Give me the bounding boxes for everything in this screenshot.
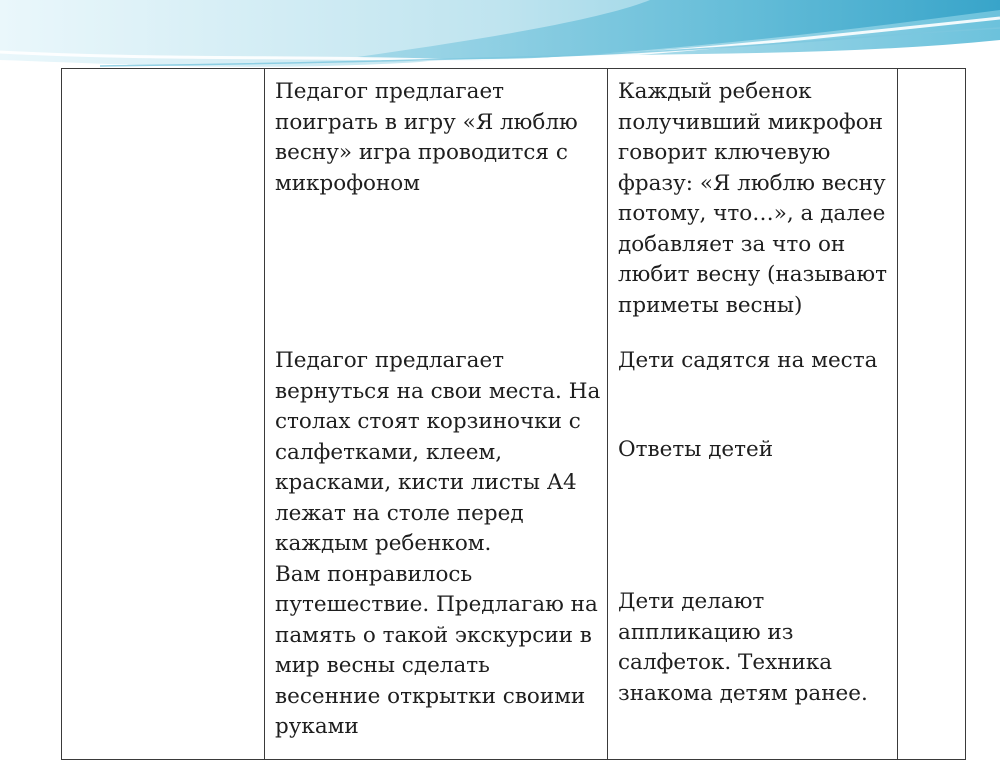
- children-text-game: Каждый ребенок получивший микрофон говорит ключевую фразу: «Я люблю весну потому, что…», а далее добавляет за что он любит весну (называют приметы весны): [618, 79, 887, 318]
- table-row: [62, 69, 966, 760]
- notes-cell: [898, 69, 966, 760]
- lesson-plan-table: [61, 68, 966, 760]
- stage-cell: [62, 69, 265, 760]
- children-text-answers: Ответы детей: [618, 437, 774, 462]
- teacher-activity-cell: [265, 69, 608, 760]
- children-activity-cell: [608, 69, 898, 760]
- teacher-text-activity: Педагог предлагает вернуться на свои места. На столах стоят корзиночки с салфетками, клеем, красками, кисти листы А4 лежат на столе перед каждым ребенком. Вам понравилось путешествие. Предлагаю на память о такой экскурсии в мир весны сделать весенние открытки своими руками: [275, 348, 601, 739]
- teacher-text-game: Педагог предлагает поиграть в игру «Я люблю весну» игра проводится с микрофоном: [275, 79, 578, 196]
- children-text-seats: Дети садятся на места: [618, 348, 878, 373]
- children-text-applique: Дети делают аппликацию из салфеток. Техника знакома детям ранее.: [618, 589, 868, 706]
